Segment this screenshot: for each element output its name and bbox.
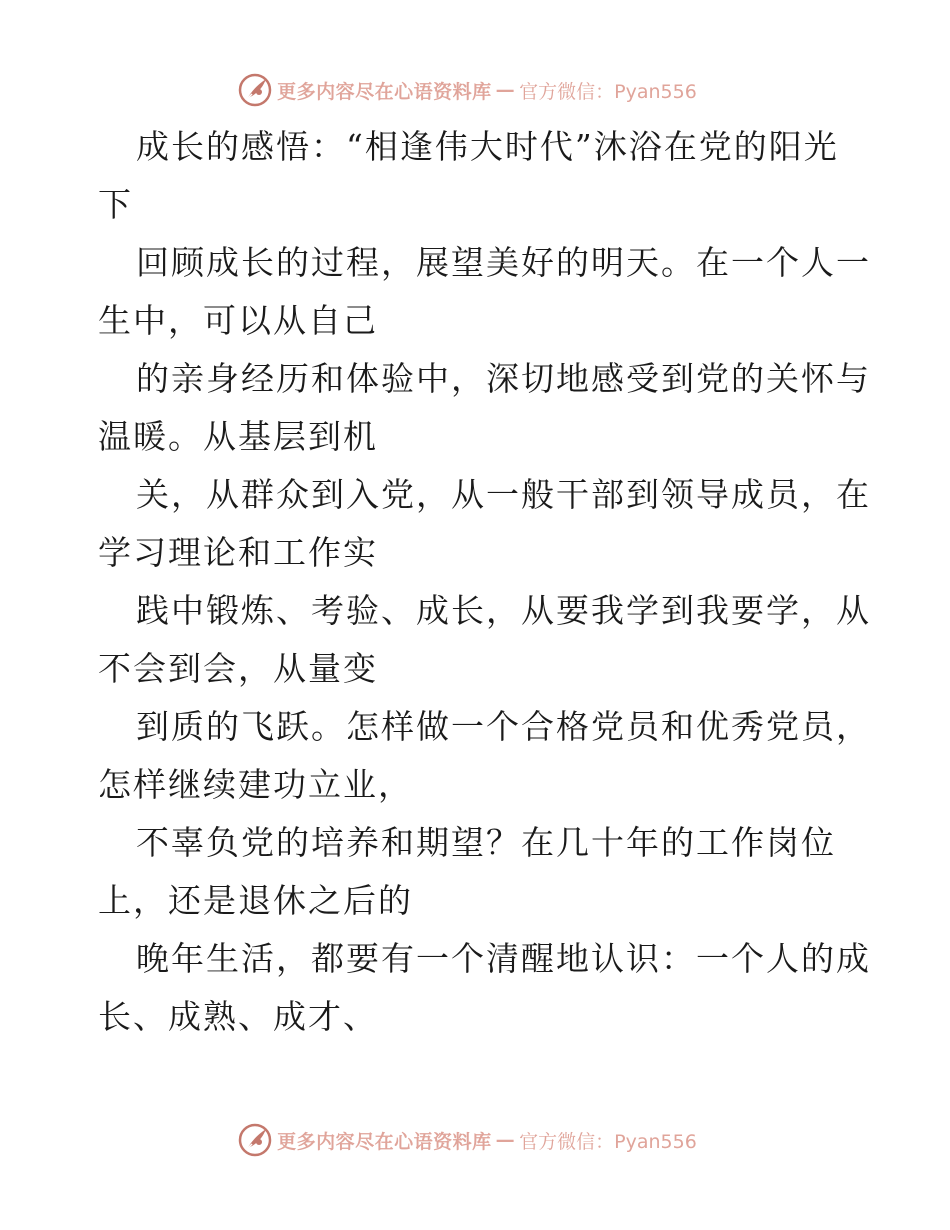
paragraph-7-line-2: 上，还是退休之后的: [98, 881, 413, 920]
paragraph-6: [98, 698, 871, 814]
paragraph-5: [98, 582, 871, 698]
paragraph-5-line-1: 践中锻炼、考验、成长，从要我学到我要学，从: [136, 591, 871, 630]
paragraph-6-line-2: 怎样继续建功立业，: [98, 765, 413, 804]
paragraph-8-line-2: 长、成熟、成才、: [98, 997, 378, 1036]
paragraph-1-line-2: 下: [98, 185, 133, 224]
paragraph-5-line-2: 不会到会，从量变: [98, 649, 378, 688]
header-banner-text: 更多内容尽在心语资料库: [277, 80, 492, 103]
paragraph-2-line-1: 回顾成长的过程，展望美好的明天。在一个人一: [136, 243, 871, 282]
feather-pen-logo-icon: [237, 1122, 273, 1158]
paragraph-7-line-1: 不辜负党的培养和期望？在几十年的工作岗位: [136, 823, 836, 862]
header-banner-wechat: 官方微信：Pyan556: [519, 80, 697, 103]
document-body: [98, 118, 871, 1046]
paragraph-4-line-1: 关，从群众到入党，从一般干部到领导成员，在: [136, 475, 871, 514]
paragraph-1: [98, 118, 858, 234]
paragraph-7: [98, 814, 858, 930]
footer-banner-dash: —: [495, 1129, 516, 1151]
header-banner-dash: —: [495, 79, 516, 101]
feather-pen-logo-icon: [237, 72, 273, 108]
paragraph-2: [98, 234, 871, 350]
paragraph-6-line-1: 到质的飞跃。怎样做一个合格党员和优秀党员，: [136, 707, 871, 746]
paragraph-4-line-2: 学习理论和工作实: [98, 533, 378, 572]
paragraph-8-line-1: 晚年生活，都要有一个清醒地认识：一个人的成: [136, 939, 871, 978]
header-banner-content: [237, 72, 697, 108]
paragraph-3-line-1: 的亲身经历和体验中，深切地感受到党的关怀与: [136, 359, 871, 398]
paragraph-3: [98, 350, 871, 466]
paragraph-1-line-1: 成长的感悟：“相逢伟大时代”沐浴在党的阳光: [136, 127, 839, 166]
paragraph-3-line-2: 温暖。从基层到机: [98, 417, 378, 456]
footer-banner-content: [237, 1122, 697, 1158]
header-banner: [0, 70, 950, 110]
footer-banner-text: 更多内容尽在心语资料库: [277, 1130, 492, 1153]
paragraph-4: [98, 466, 871, 582]
paragraph-8: [98, 930, 871, 1046]
footer-banner-wechat: 官方微信：Pyan556: [519, 1130, 697, 1153]
footer-banner: [0, 1120, 950, 1160]
paragraph-2-line-2: 生中，可以从自己: [98, 301, 378, 340]
